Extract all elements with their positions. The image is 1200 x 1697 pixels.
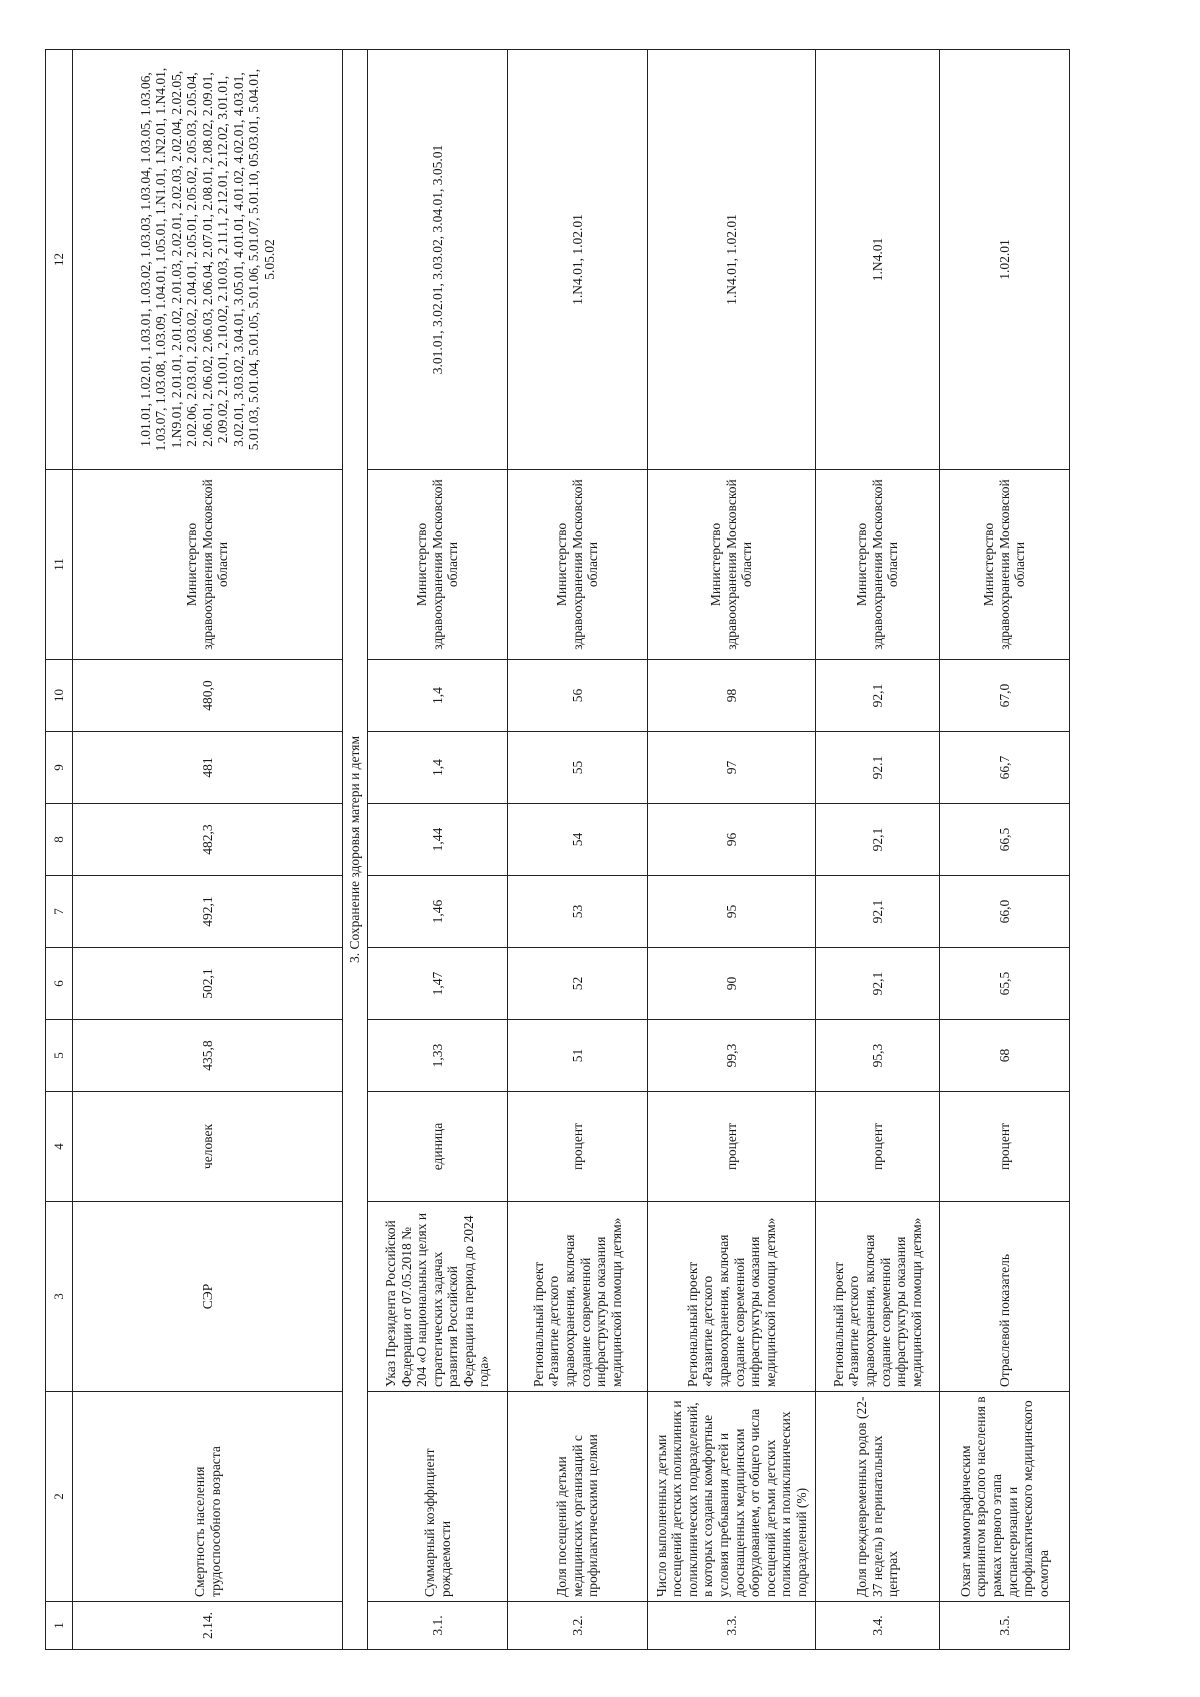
responsible-body: Министерство здравоохранения Московской области <box>940 470 1070 660</box>
table-row <box>648 50 816 1650</box>
indicator-source: Указ Президента Российской Федерации от 07.05.2018 № 204 «О национальных целях и стратегических задачах развития Российской Федерации на период до 2024 года» <box>368 1202 508 1392</box>
responsible-body: Министерство здравоохранения Московской области <box>508 470 648 660</box>
value-col6: 52 <box>508 948 648 1020</box>
value-col10: 56 <box>508 660 648 732</box>
value-col10: 67,0 <box>940 660 1070 732</box>
col-header-12: 12 <box>46 50 73 470</box>
indicator-source: СЭР <box>73 1202 343 1392</box>
unit: человек <box>73 1092 343 1202</box>
value-col10: 98 <box>648 660 816 732</box>
unit: единица <box>368 1092 508 1202</box>
measure-codes: 1.N4.01 <box>816 50 940 470</box>
table-row <box>508 50 648 1650</box>
value-col8: 66,5 <box>940 804 1070 876</box>
col-header-7: 7 <box>46 876 73 948</box>
indicator-source: Региональный проект «Развитие детского здравоохранения, включая создание современной инфраструктуры оказания медицинской помощи детям» <box>648 1202 816 1392</box>
unit: процент <box>648 1092 816 1202</box>
col-header-2: 2 <box>46 1392 73 1602</box>
measure-codes: 1.N4.01, 1.02.01 <box>648 50 816 470</box>
section-row <box>343 50 368 1650</box>
value-col8: 482,3 <box>73 804 343 876</box>
unit: процент <box>508 1092 648 1202</box>
row-number: 2.14. <box>73 1602 343 1650</box>
value-col5: 95,3 <box>816 1020 940 1092</box>
value-col9: 66,7 <box>940 732 1070 804</box>
rotated-table-frame <box>45 50 1155 1650</box>
value-col9: 481 <box>73 732 343 804</box>
value-col9: 97 <box>648 732 816 804</box>
indicator-name: Смертность населения трудоспособного возраста <box>73 1392 343 1602</box>
indicator-name: Суммарный коэффициент рождаемости <box>368 1392 508 1602</box>
value-col7: 95 <box>648 876 816 948</box>
col-header-6: 6 <box>46 948 73 1020</box>
indicator-name: Число выполненных детьми посещений детских поликлиник и поликлинических подразделений, в которых созданы комфортные условия пребывания детей и дооснащенных медицинским оборудованием, от общего числа посещений детьми детских поликлиник и поликлинических подразделений (%) <box>648 1392 816 1602</box>
measure-codes: 1.N4.01, 1.02.01 <box>508 50 648 470</box>
value-col6: 65,5 <box>940 948 1070 1020</box>
row-number: 3.3. <box>648 1602 816 1650</box>
col-header-11: 11 <box>46 470 73 660</box>
value-col10: 480,0 <box>73 660 343 732</box>
value-col7: 53 <box>508 876 648 948</box>
value-col10: 1,4 <box>368 660 508 732</box>
value-col9: 92.1 <box>816 732 940 804</box>
col-header-3: 3 <box>46 1202 73 1392</box>
unit: процент <box>816 1092 940 1202</box>
value-col6: 92,1 <box>816 948 940 1020</box>
value-col5: 435,8 <box>73 1020 343 1092</box>
value-col7: 492,1 <box>73 876 343 948</box>
value-col6: 1,47 <box>368 948 508 1020</box>
value-col9: 55 <box>508 732 648 804</box>
value-col8: 54 <box>508 804 648 876</box>
col-header-1: 1 <box>46 1602 73 1650</box>
indicator-name: Охват маммографическим скринингом взрослого населения в рамках первого этапа диспансеризации и профилактического медицинского осмотра <box>940 1392 1070 1602</box>
table-row <box>368 50 508 1650</box>
value-col10: 92,1 <box>816 660 940 732</box>
value-col8: 1,44 <box>368 804 508 876</box>
row-number: 3.2. <box>508 1602 648 1650</box>
value-col8: 92,1 <box>816 804 940 876</box>
indicator-name: Доля посещений детьми медицинских организаций с профилактическими целями <box>508 1392 648 1602</box>
value-col5: 68 <box>940 1020 1070 1092</box>
value-col7: 1,46 <box>368 876 508 948</box>
col-header-10: 10 <box>46 660 73 732</box>
value-col5: 99,3 <box>648 1020 816 1092</box>
section-title: 3. Сохранение здоровья матери и детям <box>343 50 368 1650</box>
indicator-source: Региональный проект «Развитие детского здравоохранения, включая создание современной инфраструктуры оказания медицинской помощи детям» <box>508 1202 648 1392</box>
measure-codes: 3.01.01, 3.02.01, 3.03.02, 3.04.01, 3.05.01 <box>368 50 508 470</box>
value-col9: 1,4 <box>368 732 508 804</box>
indicator-source: Региональный проект «Развитие детского здравоохранения, включая создание современной инфраструктуры оказания медицинской помощи детям» <box>816 1202 940 1392</box>
responsible-body: Министерство здравоохранения Московской области <box>816 470 940 660</box>
col-header-5: 5 <box>46 1020 73 1092</box>
table-row <box>940 50 1070 1650</box>
table-row <box>816 50 940 1650</box>
col-header-4: 4 <box>46 1092 73 1202</box>
indicators-table <box>45 49 1070 1650</box>
unit: процент <box>940 1092 1070 1202</box>
value-col7: 66,0 <box>940 876 1070 948</box>
row-number: 3.4. <box>816 1602 940 1650</box>
indicator-source: Отраслевой показатель <box>940 1202 1070 1392</box>
column-number-row <box>46 50 73 1650</box>
row-number: 3.1. <box>368 1602 508 1650</box>
table-row <box>73 50 343 1650</box>
col-header-9: 9 <box>46 732 73 804</box>
responsible-body: Министерство здравоохранения Московской области <box>648 470 816 660</box>
measure-codes: 1.01.01, 1.02.01, 1.03.01, 1.03.02, 1.03.03, 1.03.04, 1.03.05, 1.03.06, 1.03.07, 1.03.08, 1.03.09, 1.04.01, 1.05.01, 1.N1.01, 1.N2.01, 1.N4.01, 1.N9.01, 2.01.01, 2.01.02, 2.01.03, 2.02.01, 2.02.03, 2.02.04, 2.02.05, 2.02.06, 2.03.01, 2.03.02, 2.04.01, 2.05.01, 2.05.02, 2.05.03, 2.05.04, 2.06.01, 2.06.02, 2.06.03, 2.06.04, 2.07.01, 2.08.01, 2.08.02, 2.09.01, 2.09.02, 2.10.01, 2.10.02, 2.10.03, 2.11.1, 2.12.01, 2.12.02, 3.01.01, 3.02.01, 3.03.02, 3.04.01, 3.05.01, 4.01.01, 4.01.02, 4.02.01, 4.03.01, 5.01.03, 5.01.04, 5.01.05, 5.01.06, 5.01.07, 5.01.10, 05.03.01, 5.04.01, 5.05.02 <box>73 50 343 470</box>
value-col5: 51 <box>508 1020 648 1092</box>
row-number: 3.5. <box>940 1602 1070 1650</box>
responsible-body: Министерство здравоохранения Московской области <box>368 470 508 660</box>
value-col5: 1,33 <box>368 1020 508 1092</box>
col-header-8: 8 <box>46 804 73 876</box>
measure-codes: 1.02.01 <box>940 50 1070 470</box>
responsible-body: Министерство здравоохранения Московской области <box>73 470 343 660</box>
value-col6: 502,1 <box>73 948 343 1020</box>
value-col7: 92,1 <box>816 876 940 948</box>
value-col8: 96 <box>648 804 816 876</box>
value-col6: 90 <box>648 948 816 1020</box>
indicator-name: Доля преждевременных родов (22-37 недель) в перинатальных центрах <box>816 1392 940 1602</box>
